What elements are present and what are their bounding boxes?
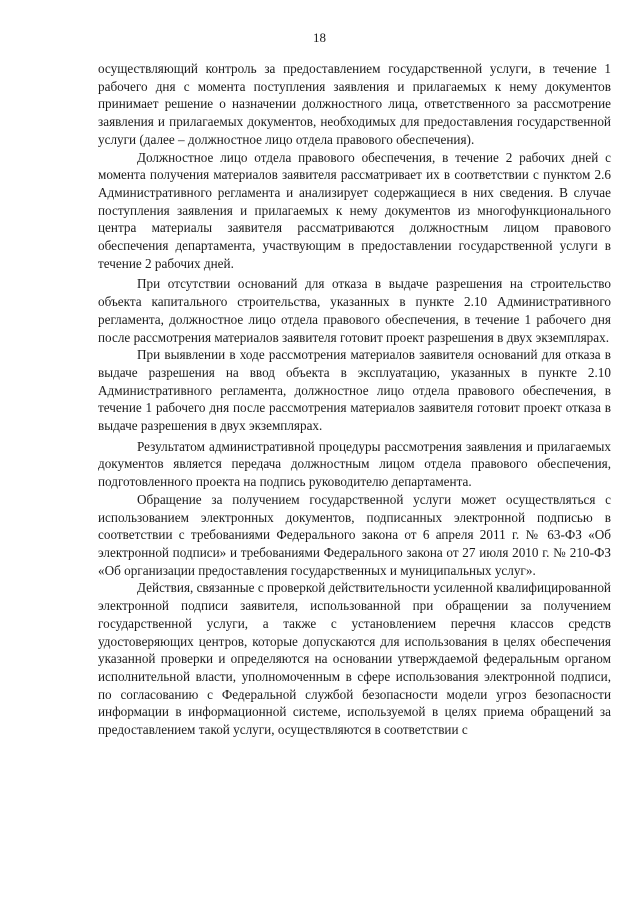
paragraph-7: Действия, связанные с проверкой действительности усиленной квалифицированной электронной подписи заявителя, использованной при обращении за получением государственной услуги, а также с установлением перечня классов средств удостоверяющих центров, которые допускаются для использования в целях обеспечения указанной проверки и определяются на основании утверждаемой федеральным органом исполнительной власти, уполномоченным в сфере использования электронной подписи, по согласованию с Федеральной службой безопасности модели угроз безопасности информации в информационной системе, используемой в целях приема обращений за предоставлением такой услуги, осуществляются в соответствии с — [98, 580, 611, 738]
document-body — [98, 60, 611, 739]
paragraph-1: осуществляющий контроль за предоставлением государственной услуги, в течение 1 рабочего дня с момента поступления заявления и прилагаемых к нему документов принимает решение о назначении должностного лица, ответственного за рассмотрение заявления и прилагаемых документов, необходимых для предоставления государственной услуги (далее – должностное лицо отдела правового обеспечения). — [98, 61, 611, 147]
paragraph-5: Результатом административной процедуры рассмотрения заявления и прилагаемых документов является передача должностным лицом отдела правового обеспечения, подготовленного проекта на подпись руководителю департамента. — [98, 438, 611, 490]
paragraph-3: При отсутствии оснований для отказа в выдаче разрешения на строительство объекта капитального строительства, указанных в пункте 2.10 Административного регламента, должностное лицо отдела правового обеспечения, в течение 1 рабочего дня после рассмотрения материалов заявителя готовит проект разрешения в двух экземплярах. — [98, 276, 611, 345]
paragraph-2: Должностное лицо отдела правового обеспечения, в течение 2 рабочих дней с момента получения материалов заявителя рассматривает их в соответствии с пунктом 2.6 Административного регламента и анализирует содержащиеся в них сведения. В случае поступления заявления и прилагаемых к нему документов из многофункционального центра материалы заявителя рассматриваются должностным лицом правового обеспечения департамента, участвующим в предоставлении государственной услуги в течение 2 рабочих дней. — [98, 149, 611, 271]
paragraph-6: Обращение за получением государственной услуги может осуществляться с использованием электронных документов, подписанных электронной подписью в соответствии с требованиями Федерального закона от 6 апреля 2011 г. № 63-ФЗ «Об электронной подписи» и требованиями Федерального закона от 27 июля 2010 г. № 210-ФЗ «Об организации предоставления государственных и муниципальных услуг». — [98, 491, 611, 578]
paragraph-4: При выявлении в ходе рассмотрения материалов заявителя оснований для отказа в выдаче разрешения на ввод объекта в эксплуатацию, указанных в пункте 2.10 Административного регламента, должностное лицо отдела правового обеспечения, в течение 1 рабочего дня после рассмотрения материалов заявителя готовит проект отказа в выдаче разрешения в двух экземплярах. — [98, 347, 611, 434]
page-number: 18 — [313, 30, 326, 45]
